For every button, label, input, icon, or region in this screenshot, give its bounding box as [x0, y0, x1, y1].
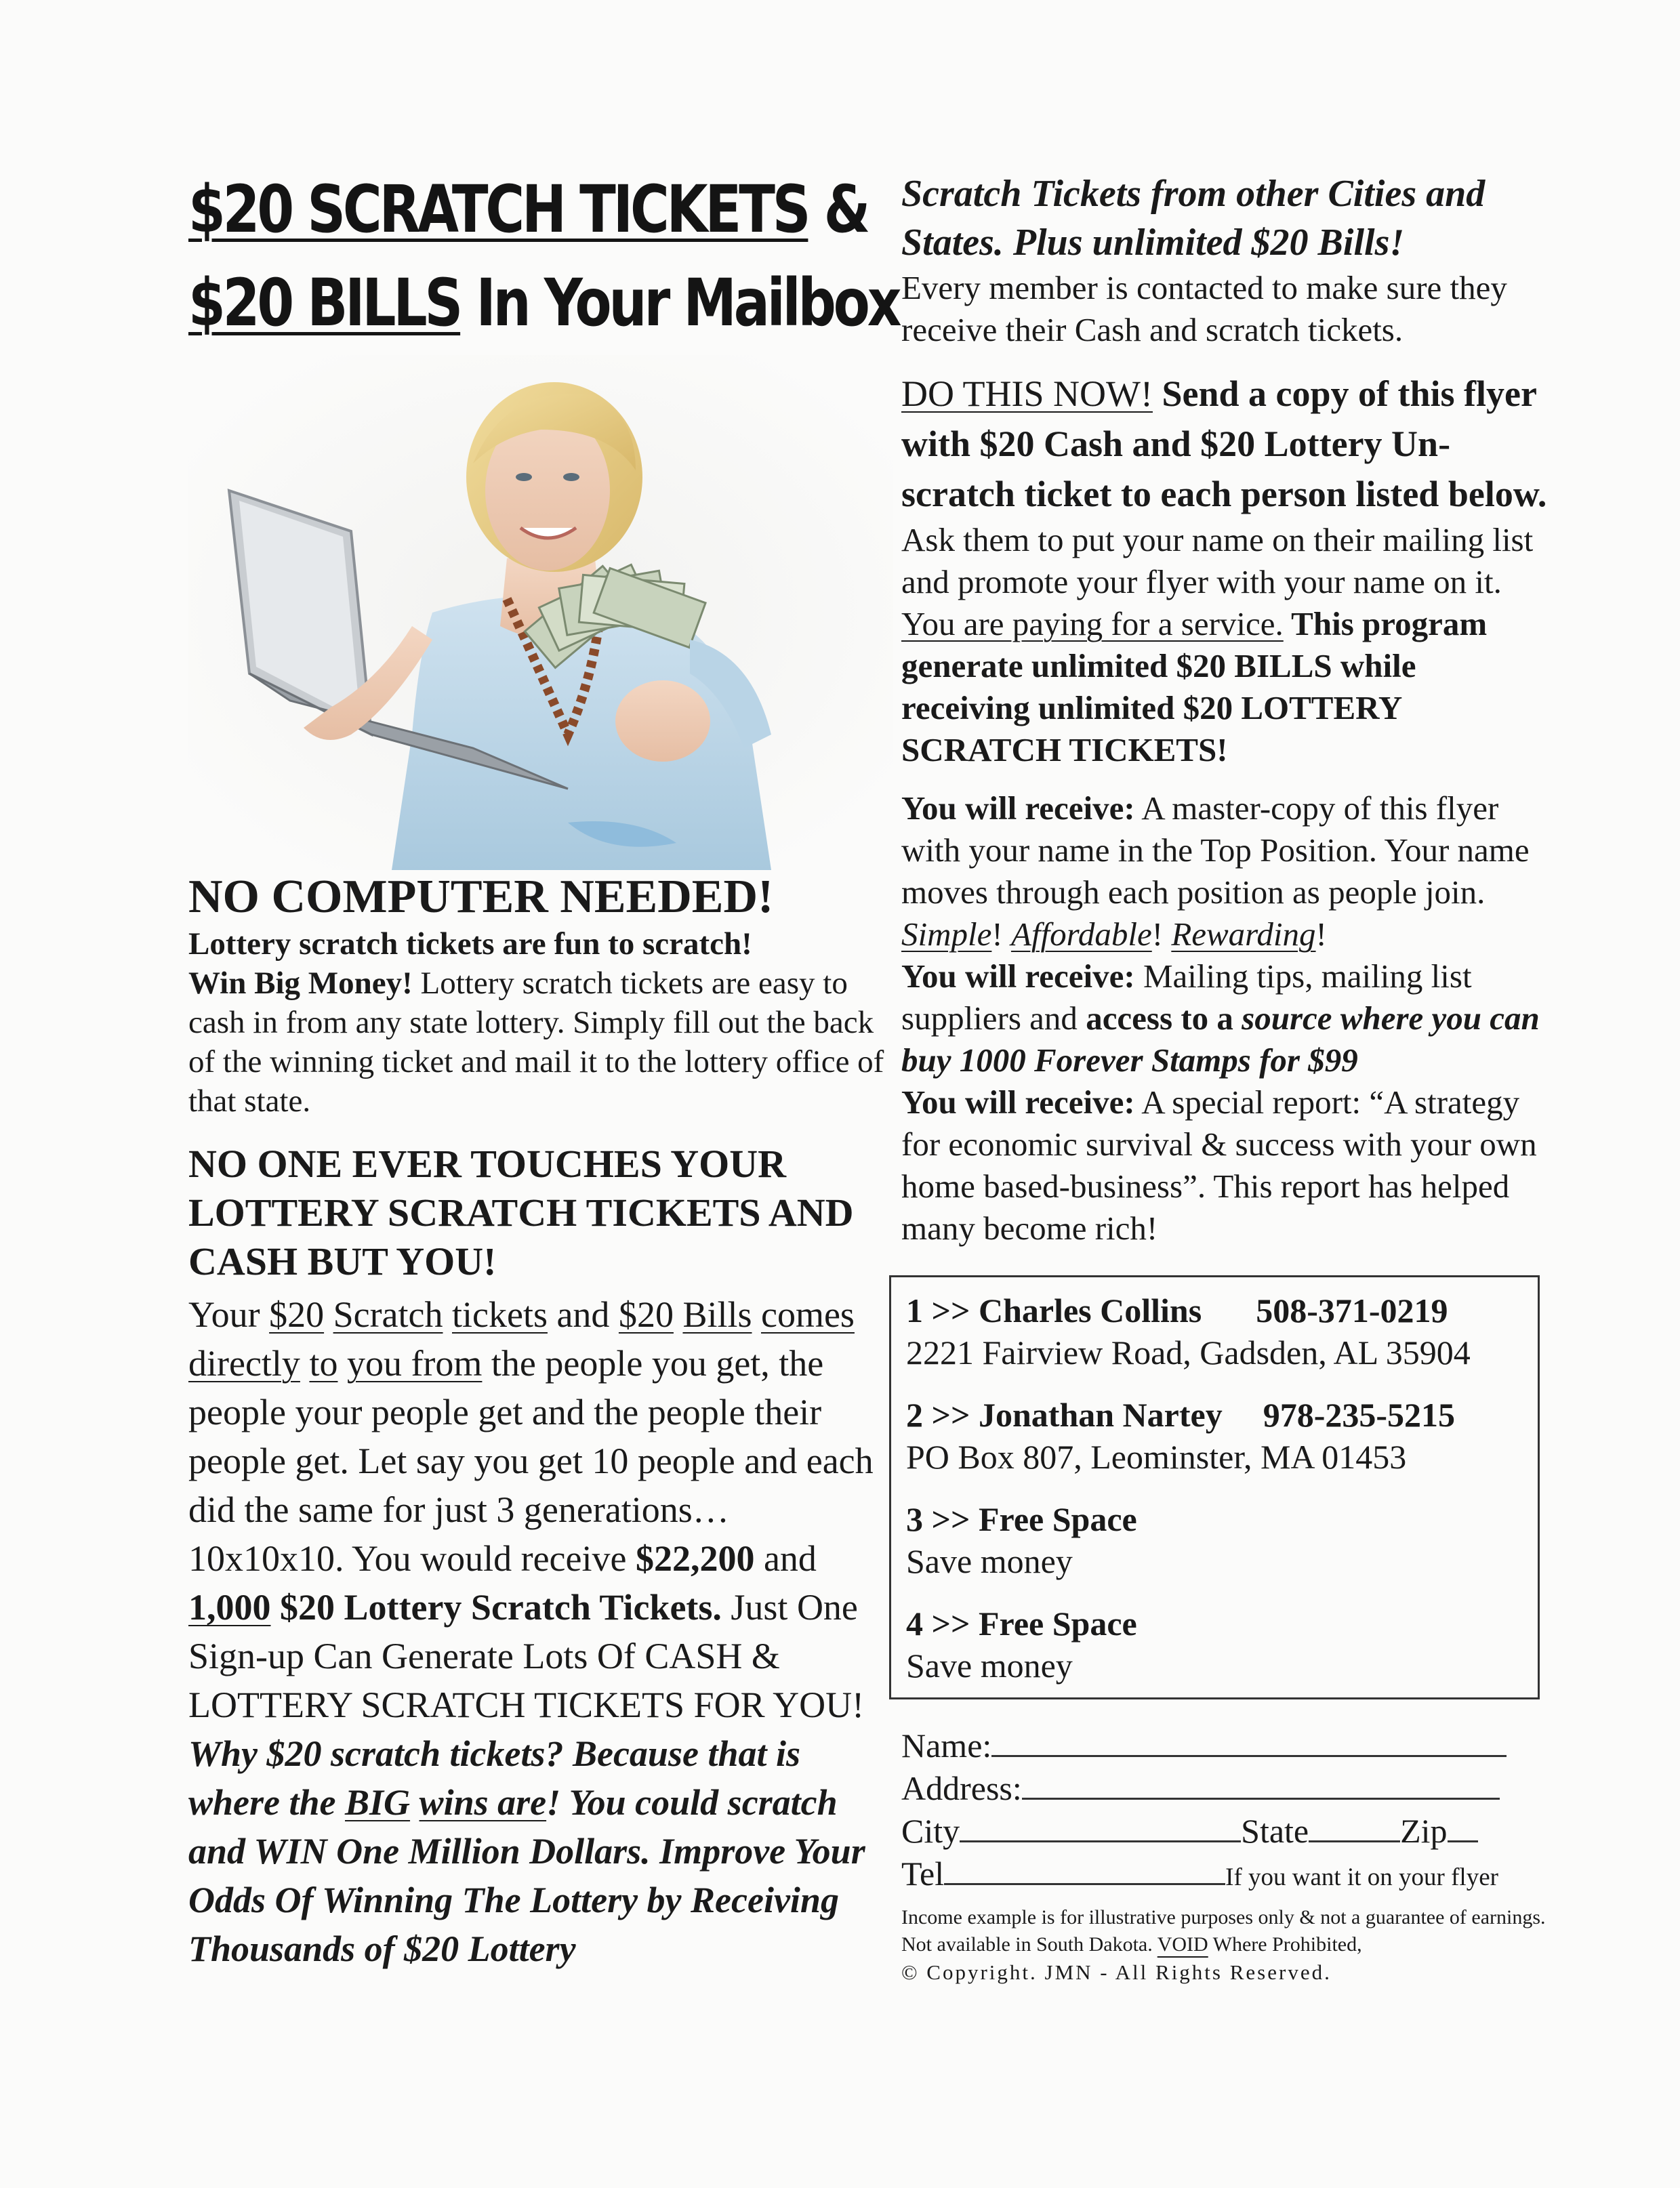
entry-name: Jonathan Nartey: [978, 1396, 1223, 1434]
rewarding-word: Rewarding: [1171, 915, 1316, 953]
u-bills: Bills: [682, 1294, 752, 1335]
headline-mailbox: In Your Mailbox: [460, 265, 899, 341]
fun-line: Lottery scratch tickets are fun to scratch!: [188, 926, 752, 962]
win-big-text: Lottery scratch tickets are easy to cash in from any state lottery. Simply fill out the back of the winning ticket and mail it to the lottery office of that state.: [188, 966, 884, 1119]
signup-text: Just One Sign-up Can Generate Lots Of CASH & LOTTERY SCRATCH TICKETS FOR YOU!: [188, 1587, 865, 1725]
instructions-paragraph: [901, 369, 1552, 771]
right-column: [901, 169, 1552, 1987]
win-big-label: Win Big Money!: [188, 966, 413, 1001]
caps-heading: NO ONE EVER TOUCHES YOUR LOTTERY SCRATCH TICKETS AND CASH BUT YOU!: [188, 1142, 854, 1283]
signup-form: [901, 1724, 1552, 1987]
affordable-word: Affordable: [1010, 915, 1152, 953]
headline-scratch-tickets: $20 SCRATCH TICKETS: [188, 171, 808, 247]
tel-field[interactable]: [944, 1852, 1225, 1885]
headline-ampersand: &: [808, 171, 868, 247]
no-computer-heading: NO COMPUTER NEEDED!: [188, 871, 774, 923]
text-generations: the people you get, the people your people get and the people their people get. Let say you get 10 people and each did the same for just 3 generations… 10x10x10. You would receive: [188, 1343, 874, 1579]
receive-label-3: You will receive:: [901, 1083, 1135, 1121]
paying-service: You are paying for a service.: [901, 605, 1284, 642]
entry-number: 3 >>: [906, 1500, 970, 1538]
entry-name: Free Space: [978, 1500, 1137, 1538]
list-item: [906, 1498, 1523, 1582]
entry-address: 2221 Fairview Road, Gadsden, AL 35904: [906, 1334, 1471, 1371]
headline-line-2: [188, 256, 899, 350]
text-and-2: and: [754, 1538, 817, 1579]
name-label: Name:: [901, 1727, 992, 1764]
u-comes: comes: [760, 1294, 855, 1335]
continued-italic: Scratch Tickets from other Cities and States. Plus unlimited $20 Bills!: [901, 173, 1486, 264]
program-bold: This program generate unlimited $20 BILLS while receiving unlimited $20 LOTTERY SCRATCH TICKETS!: [901, 605, 1488, 768]
tickets-bold: $20 Lottery Scratch Tickets.: [270, 1587, 722, 1628]
receive-text-3: A special report: “A strategy for economic survival & success with your own home based-business”. This report has helped many become rich!: [901, 1083, 1537, 1247]
name-row: [901, 1724, 1552, 1767]
receive-label-2: You will receive:: [901, 957, 1135, 995]
woman-with-laptop-and-cash-photo: [188, 355, 893, 870]
receive-text-1: A master-copy of this flyer with your name in the Top Position. Your name moves through each position as people join.: [901, 789, 1530, 911]
source-text: source where you can buy 1000 Forever Stamps for $99: [901, 999, 1540, 1079]
disclaimer: [901, 1904, 1552, 1958]
entry-number: 1 >>: [906, 1292, 970, 1329]
receive-1: You will receive: A master-copy of this flyer with your name in the Top Position. Your name moves through each position as people join. Simple! Affordable! Rewarding!: [901, 789, 1530, 953]
why-text-1: Why $20 scratch tickets? Because that is where the: [188, 1733, 800, 1823]
name-field[interactable]: [991, 1724, 1507, 1757]
member-list-box: [889, 1275, 1540, 1699]
address-field[interactable]: [1022, 1767, 1500, 1800]
big-word: BIG: [345, 1782, 411, 1823]
text-and: and: [547, 1294, 619, 1335]
address-row: [901, 1767, 1552, 1809]
city-field[interactable]: [960, 1809, 1241, 1842]
entry-name: Charles Collins: [978, 1292, 1202, 1329]
ticket-count: 1,000: [188, 1587, 271, 1628]
amount: $22,200: [635, 1538, 755, 1579]
win-big-paragraph: [188, 964, 886, 1121]
wins-are: wins are: [419, 1782, 547, 1823]
photo-illustration: [188, 355, 893, 870]
send-copy-bold: Send a copy of this flyer with $20 Cash and $20 Lottery Un-scratch ticket to each person listed below.: [901, 373, 1547, 514]
u-20: $20: [269, 1294, 325, 1335]
text-your: Your: [188, 1294, 270, 1335]
main-paragraph: [188, 1290, 886, 1973]
do-this-now: DO THIS NOW!: [901, 373, 1153, 414]
access-text: access to a: [1086, 999, 1242, 1037]
entry-address: Save money: [906, 1542, 1073, 1580]
receive-label-1: You will receive:: [901, 789, 1135, 827]
list-item: [906, 1289, 1523, 1374]
u-you-from: you from: [346, 1343, 483, 1384]
list-item: [906, 1394, 1523, 1478]
left-column: [188, 163, 899, 1973]
state-label: State: [1241, 1812, 1309, 1850]
city-row: [901, 1809, 1552, 1852]
disclaimer-text-2: Where Prohibited,: [1208, 1933, 1362, 1956]
city-label: City: [901, 1812, 960, 1850]
u-tickets: tickets: [452, 1294, 548, 1335]
simple-word: Simple: [901, 915, 992, 953]
entry-address: PO Box 807, Leominster, MA 01453: [906, 1438, 1407, 1476]
why-text-2: ! You could scratch and WIN One Million Dollars. Improve Your Odds Of Winning The Lottery by Receiving Thousands of $20 Lottery: [188, 1782, 865, 1969]
receive-text-2: Mailing tips, mailing list suppliers and: [901, 957, 1472, 1037]
address-label: Address:: [901, 1769, 1022, 1807]
u-20-b: $20: [618, 1294, 674, 1335]
entry-phone: 978-235-5215: [1263, 1396, 1456, 1434]
void-word: VOID: [1157, 1933, 1208, 1956]
copyright: © Copyright. JMN - All Rights Reserved.: [901, 1960, 1332, 1984]
disclaimer-text: Income example is for illustrative purposes only & not a guarantee of earnings. Not available in South Dakota.: [901, 1906, 1546, 1956]
headline-bills: $20 BILLS: [188, 265, 461, 341]
receive-3: [901, 1081, 1552, 1250]
member-line: Every member is contacted to make sure they receive their Cash and scratch tickets.: [901, 269, 1507, 348]
entry-number: 2 >>: [906, 1396, 970, 1434]
u-to: to: [309, 1343, 338, 1384]
tel-label: Tel: [901, 1855, 945, 1893]
entry-phone: 508-371-0219: [1256, 1292, 1448, 1329]
entry-number: 4 >>: [906, 1605, 970, 1643]
tel-row: [901, 1852, 1552, 1899]
list-item: [906, 1603, 1523, 1687]
headline-line-1: [188, 163, 868, 256]
tel-note: If you want it on your flyer: [1225, 1863, 1498, 1891]
zip-label: Zip: [1400, 1812, 1448, 1850]
entry-address: Save money: [906, 1647, 1073, 1685]
zip-field[interactable]: [1448, 1809, 1478, 1842]
receive-2: [901, 955, 1552, 1081]
ask-text: Ask them to put your name on their mailing list and promote your flyer with your name on it.: [901, 521, 1534, 600]
u-directly: directly: [188, 1343, 300, 1384]
entry-name: Free Space: [978, 1605, 1137, 1643]
u-scratch: Scratch: [333, 1294, 443, 1335]
state-field[interactable]: [1309, 1809, 1400, 1842]
